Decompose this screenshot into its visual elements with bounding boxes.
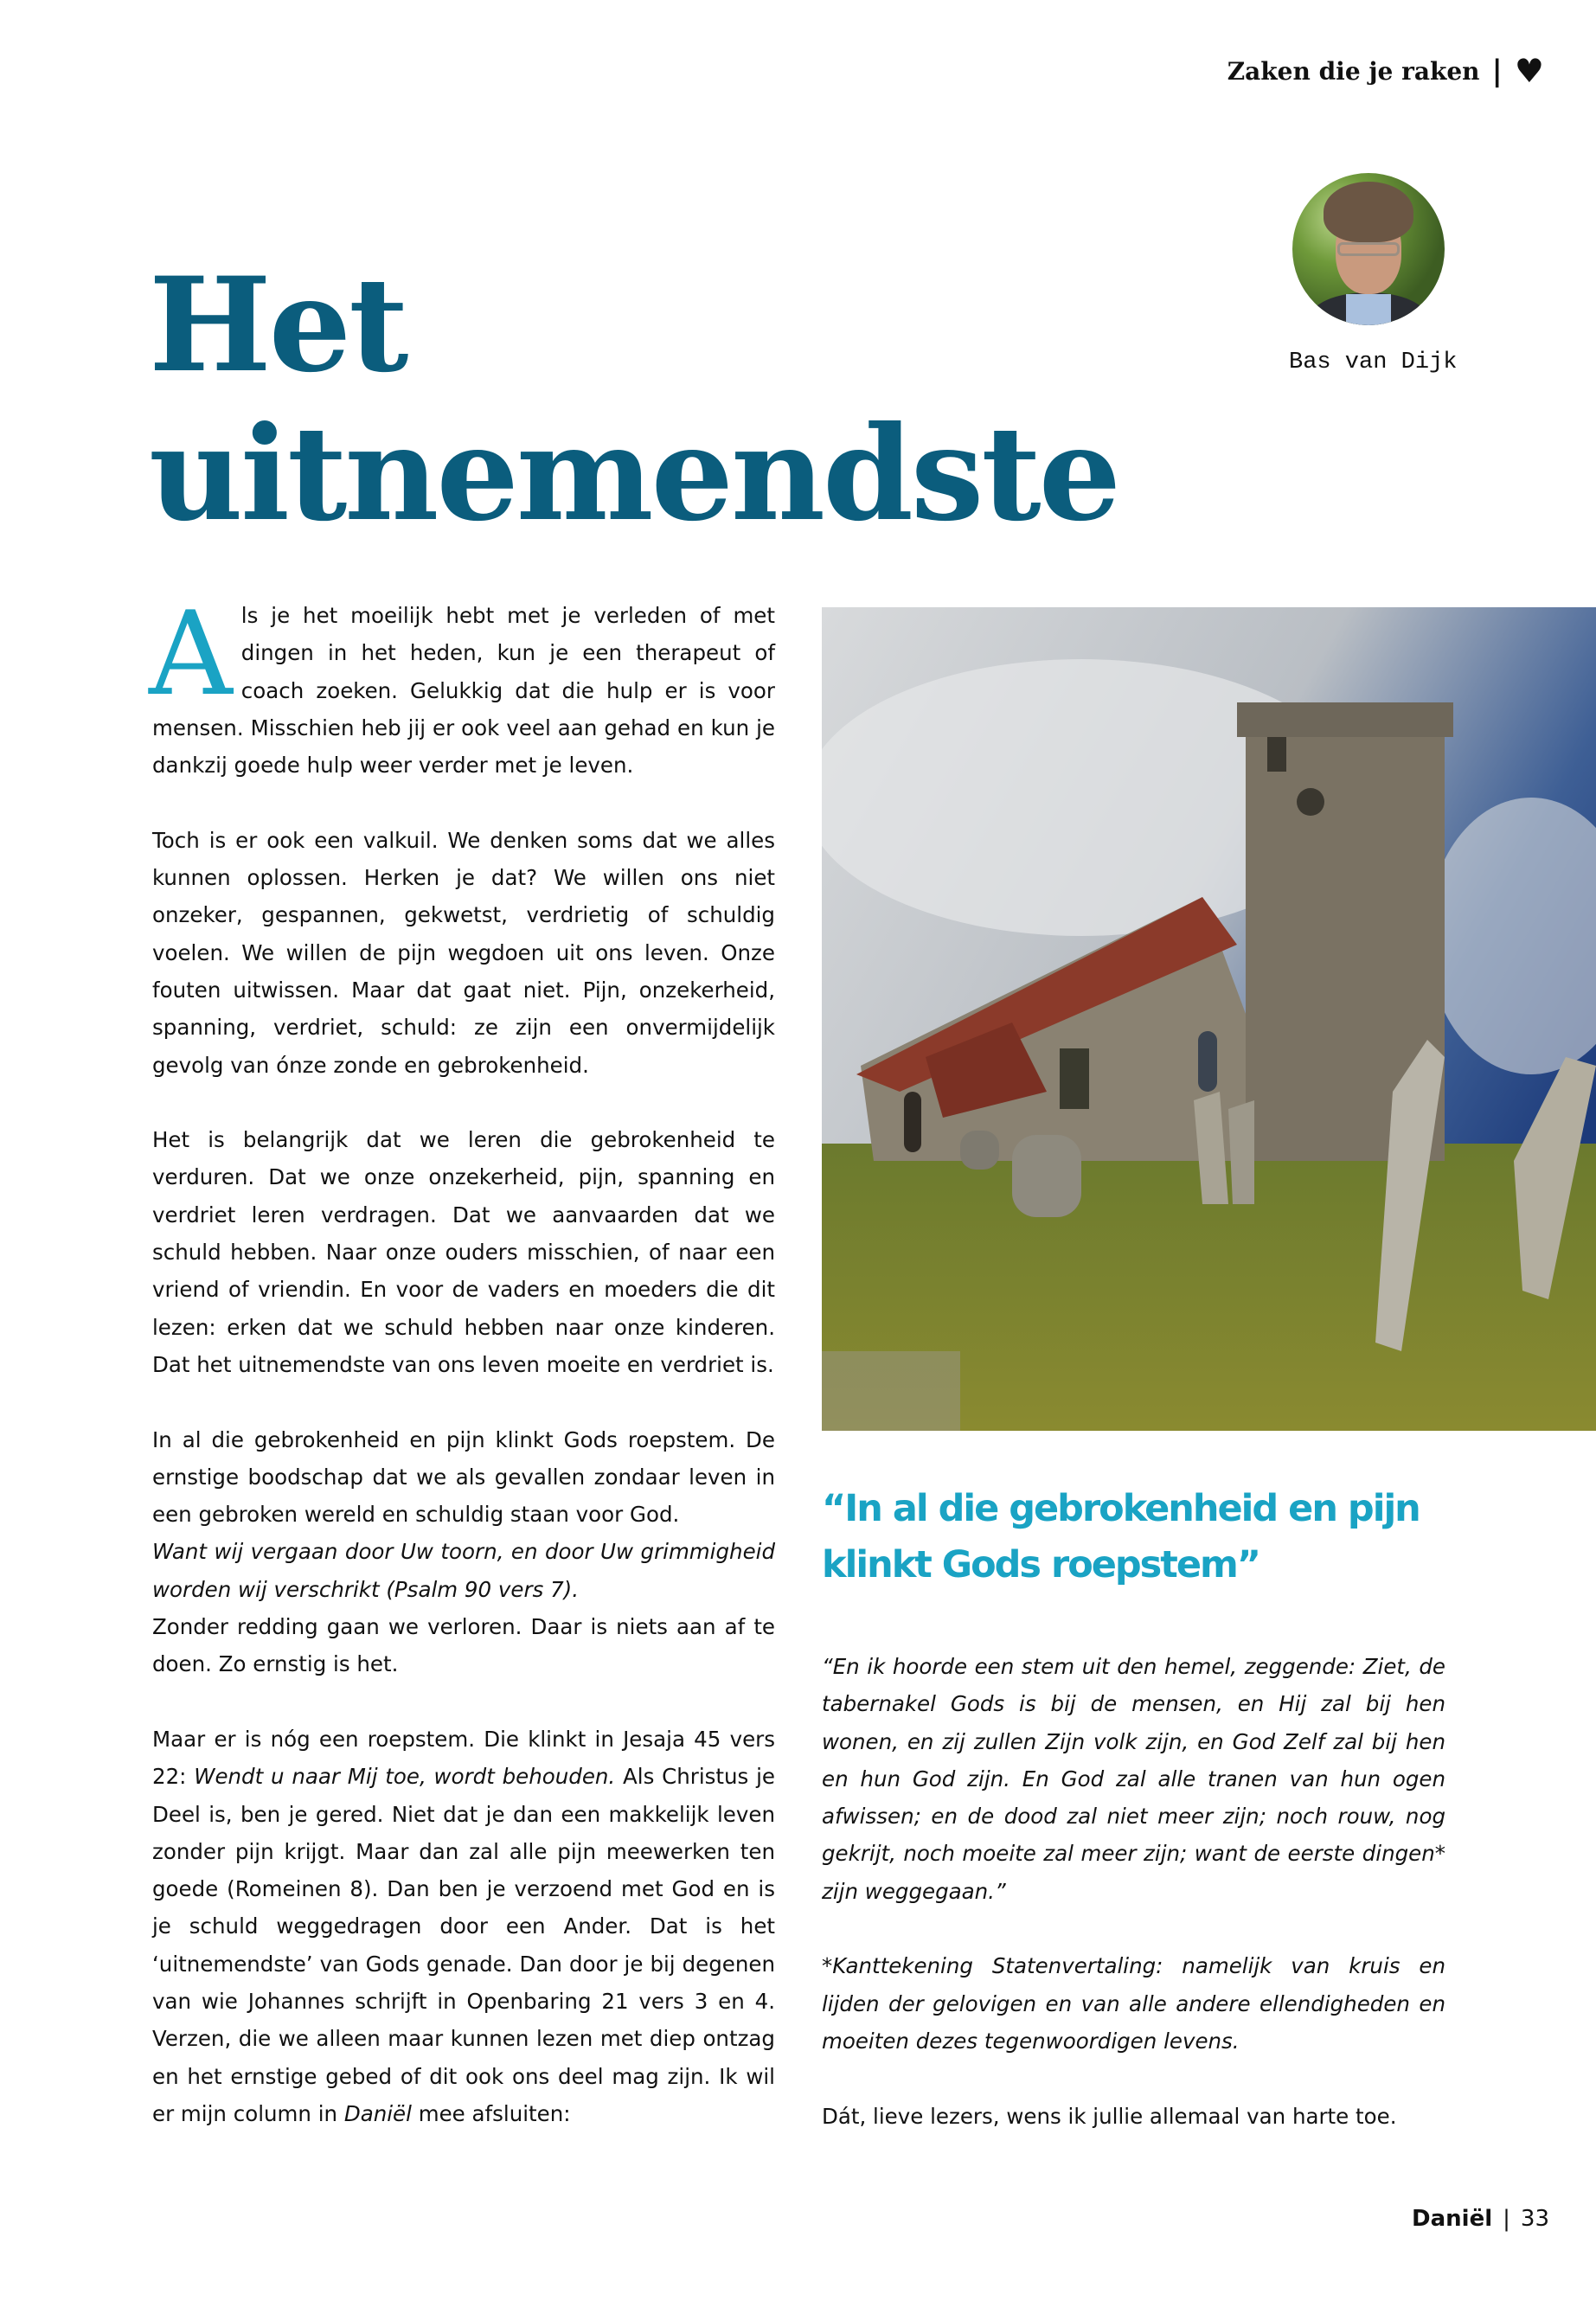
page-number: 33 bbox=[1520, 2206, 1549, 2232]
author-name: Bas van Dijk bbox=[1289, 349, 1458, 375]
paragraph bbox=[152, 1721, 775, 2132]
text: mee afsluiten: bbox=[411, 2100, 571, 2126]
paragraph: Zonder redding gaan we verloren. Daar is niets aan af te doen. Zo ernstig is het. bbox=[152, 1614, 775, 1677]
right-column bbox=[822, 1648, 1445, 2172]
pull-quote: “In al die gebrokenheid en pijn klinkt Gods roepstem” bbox=[822, 1487, 1420, 1586]
paragraph-intro bbox=[149, 586, 775, 784]
quote-text: “En ik hoorde een stem uit den hemel, zeggende: Ziet, de tabernakel Gods is bij de mensen, en Hij zal bij hen wonen, en zij zullen Zijn volk zijn, en God Zelf zal bij hen en hun God zijn. En God zal alle tranen van hun ogen afwissen; en de dood zal niet meer zijn; noch rouw, nog gekrijt, noch moeite zal meer zijn; want de eerste dingen* zijn weggegaan.” bbox=[822, 1654, 1445, 1904]
left-column bbox=[149, 586, 775, 2170]
page-footer bbox=[1412, 2206, 1549, 2232]
section-header bbox=[1227, 51, 1544, 90]
church-photo bbox=[822, 607, 1596, 1431]
bible-quote bbox=[822, 1648, 1445, 1910]
closing-paragraph: Dát, lieve lezers, wens ik jullie allemaal van harte toe. bbox=[822, 2103, 1397, 2129]
text: Maar er is nóg een roepstem. Die klinkt in Jesaja 45 vers 22: bbox=[152, 1726, 775, 1790]
separator: | bbox=[1503, 2206, 1510, 2232]
footnote-text: *Kanttekening Statenvertaling: namelijk van kruis en lijden der gelovigen en van alle andere ellendigheden en moeiten dezes tegenwoordigen levens. bbox=[822, 1953, 1445, 2054]
paragraph: In al die gebrokenheid en pijn klinkt Gods roepstem. De ernstige boodschap dat we als gevallen zondaar leven in een gebroken wereld en schuldig staan voor God. bbox=[152, 1426, 775, 1528]
paragraph: Toch is er ook een valkuil. We denken soms dat we alles kunnen oplossen. Herken je dat? We willen ons niet onzeker, gespannen, gekwetst, verdrietig of schuldig voelen. We willen de pijn wegdoen uit ons leven. Onze fouten uitwissen. Maar dat gaat niet. Pijn, onzekerheid, spanning, verdriet, schuld: ze zijn een onvermijdelijk gevolg van ónze zonde en gebrokenheid. bbox=[152, 827, 775, 1078]
text: Als Christus je Deel is, ben je gered. Niet dat je dan een makkelijk leven zonder pijn krijgt. Maar dan zal alle pijn meewerken ten goede (Romeinen 8). Dan ben je verzoend met God en is je schuld weggedragen door een Ander. Dat is het ‘uitnemendste’ van Gods genade. Dan door je bij degenen van wie Johannes schrijft in Openbaring 21 vers 3 en 4. Verzen, die we alleen maar kunnen lezen met diep ontzag en het ernstige gebed of dit ook ons deel mag zijn. Ik wil er mijn column in bbox=[152, 1764, 775, 2126]
heart-icon: ♥ bbox=[1514, 51, 1544, 90]
church-illustration bbox=[822, 607, 1596, 1431]
verse-text: Want wij vergaan door Uw toorn, en door Uw grimmigheid worden wij verschrikt (Psalm 90 vers 7). bbox=[152, 1539, 775, 1602]
magazine-name: Daniël bbox=[343, 2100, 412, 2126]
title-line-2: uitnemendste bbox=[149, 398, 1119, 550]
paragraph-text: ls je het moeilijk hebt met je verleden of met dingen in het heden, kun je een therapeut of coach zoeken. Gelukkig dat die hulp er is voor mensen. Misschien heb jij er ook veel aan gehad en kun je dankzij goede hulp weer verder met je leven. bbox=[152, 603, 775, 779]
section-label: Zaken die je raken bbox=[1227, 56, 1480, 86]
verse-text: Wendt u naar Mij toe, wordt behouden. bbox=[194, 1764, 616, 1790]
bible-verse bbox=[152, 1533, 775, 1608]
author-avatar bbox=[1292, 173, 1445, 325]
magazine-name: Daniël bbox=[1412, 2206, 1493, 2232]
paragraph: Het is belangrijk dat we leren die gebrokenheid te verduren. Dat we onze onzekerheid, pijn, spanning en verdriet leren verdragen. Dat we aanvaarden dat we schuld hebben. Naar onze ouders misschien, of naar een vriend of vriendin. En voor de vaders en moeders die dit lezen: erken dat we schuld hebben naar onze kinderen. Dat het uitnemendste van ons leven moeite en verdriet is. bbox=[152, 1127, 775, 1377]
title-line-1: Het bbox=[149, 249, 407, 401]
drop-cap: A bbox=[149, 586, 233, 721]
footnote bbox=[822, 1947, 1445, 2060]
separator: | bbox=[1491, 54, 1503, 88]
article-title bbox=[149, 251, 1118, 548]
